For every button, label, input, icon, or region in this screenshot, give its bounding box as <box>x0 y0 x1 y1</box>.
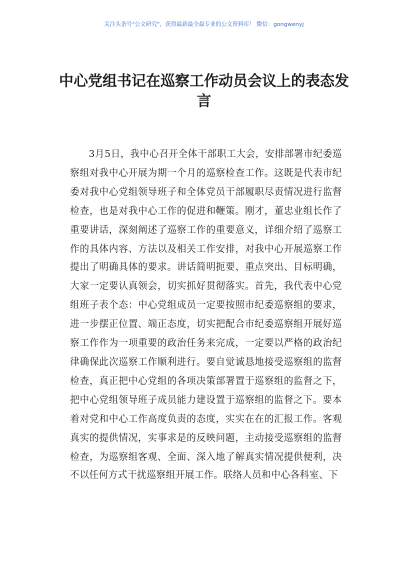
body-paragraph: 3月5日，我中心召开全体干部职工大会，安排部署市纪委巡察组对我中心开展为期一个月的巡察检查工作。这既是代表市纪委对我中心党组领导班子和全体党员干部履职尽责情况进行监督检查，也是对我中心工作的促进和鞭策。刚才，董忠业组长作了重要讲话，深刻阐述了巡察工作的重要意义，详细介绍了巡察工作的具体内容、方法以及相关工作安排，对我中心开展巡察工作提出了明确具体的要求。讲话简明扼要、重点突出、目标明确，大家一定要认真领会，切实抓好贯彻落实。首先，我代表中心党组班子表个态：中心党组成员一定要按照市纪委巡察组的要求，进一步摆正位置、端正态度，切实把配合市纪委巡察组开展好巡察工作作为一项重要的政治任务来完成，一定要以严格的政治纪律确保此次巡察工作顺利进行。要自觉诚恳地接受巡察组的监督检查，真正把中心党组的各项决策部署置于巡察组的监督之下，把中心党组领导班子成员能力建设置于巡察组的监督之下。要本着对党和中心工作高度负责的态度，实实在在的汇报工作。客观真实的提供情况，实事求是的反映问题，主动接受巡察组的监督检查，为巡察组客观、全面、深入地了解真实情况提供便利，决不以任何方式干扰巡察组开展工作。联络人员和中心各科室、下 <box>70 149 342 482</box>
promo-banner: 关注头条号"公文研究"，获得最新最全最专业的公文资料库！ 微信：gongwenyj <box>104 22 304 28</box>
document-title: 中心党组书记在巡察工作动员会议上的表态发言 <box>59 74 349 110</box>
